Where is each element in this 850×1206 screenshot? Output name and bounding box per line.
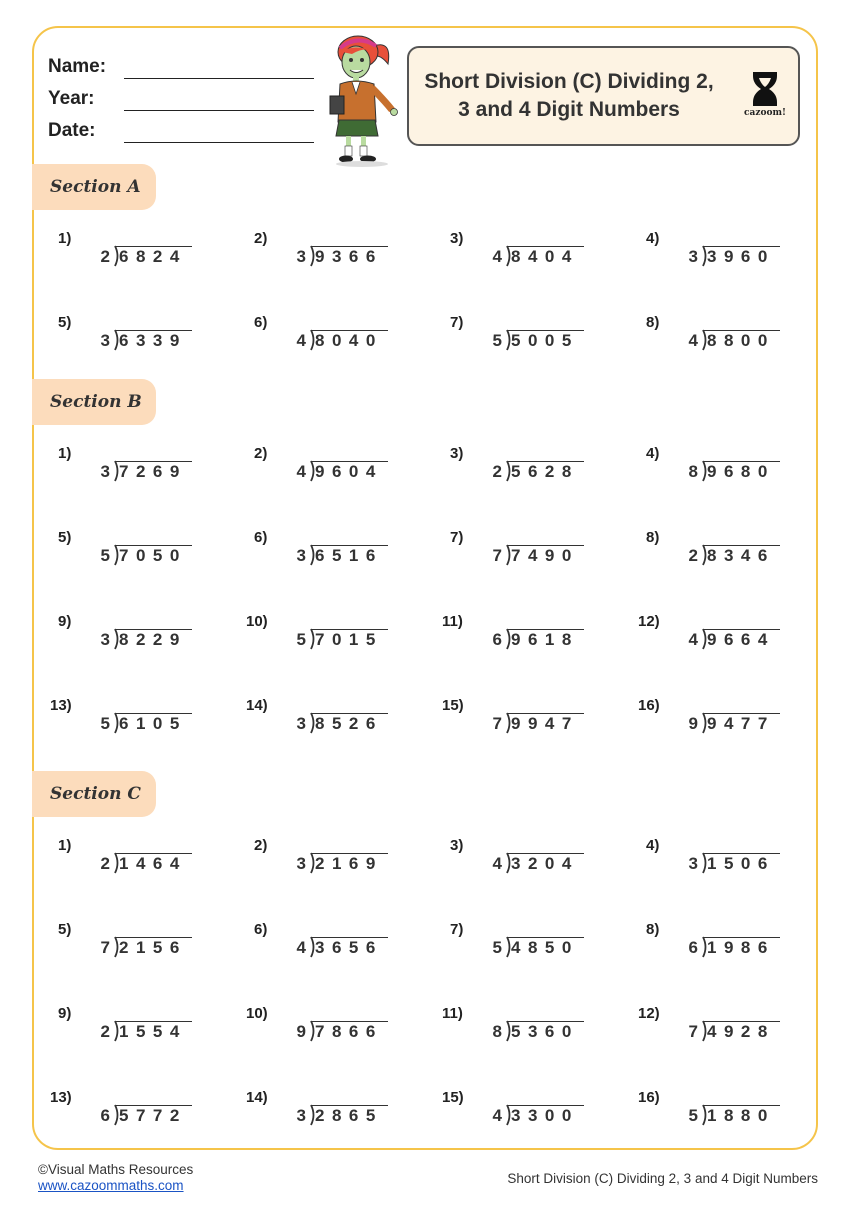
- dividend: 3300: [511, 1106, 579, 1125]
- divisor: 5: [100, 714, 110, 733]
- problem-number: 8): [646, 921, 660, 938]
- problem-number: 4): [646, 837, 660, 854]
- problem-number: 7): [450, 314, 464, 331]
- section-a-label: Section A: [50, 177, 141, 197]
- problem-number: 3): [450, 837, 464, 854]
- section-b-tab: [32, 379, 156, 425]
- divisor: 5: [100, 546, 110, 565]
- problem-number: 10): [246, 1005, 268, 1022]
- dividend: 9618: [511, 630, 579, 649]
- problem-number: 2): [254, 837, 268, 854]
- dividend: 1464: [119, 854, 187, 873]
- dividend: 4928: [707, 1022, 775, 1041]
- division-problem: [450, 837, 600, 897]
- problem-number: 16): [638, 1089, 660, 1106]
- problem-number: 16): [638, 697, 660, 714]
- dividend: 8800: [707, 331, 775, 350]
- footer-doc-title: Short Division (C) Dividing 2, 3 and 4 Digit Numbers: [507, 1171, 818, 1186]
- divisor: 4: [492, 247, 502, 266]
- divisor: 5: [296, 630, 306, 649]
- division-problem: [450, 529, 600, 589]
- problem-number: 7): [450, 529, 464, 546]
- division-problem: [646, 230, 796, 290]
- divisor: 2: [100, 1022, 110, 1041]
- problem-number: 1): [58, 837, 72, 854]
- problem-number: 6): [254, 314, 268, 331]
- dividend: 9366: [315, 247, 383, 266]
- division-problem: [450, 314, 600, 374]
- divisor: 4: [296, 462, 306, 481]
- division-problem: [646, 837, 796, 897]
- dividend: 1880: [707, 1106, 775, 1125]
- copyright-text: ©Visual Maths Resources: [38, 1162, 194, 1177]
- division-problem: [58, 613, 208, 673]
- problem-number: 12): [638, 613, 660, 630]
- dividend: 3204: [511, 854, 579, 873]
- divisor: 6: [688, 938, 698, 957]
- dividend: 7490: [511, 546, 579, 565]
- section-c-tab: [32, 771, 156, 817]
- dividend: 1554: [119, 1022, 187, 1041]
- divisor: 7: [100, 938, 110, 957]
- division-problem: [450, 445, 600, 505]
- problem-number: 4): [646, 445, 660, 462]
- division-problem: [246, 697, 396, 757]
- division-problem: [442, 697, 592, 757]
- divisor: 3: [296, 546, 306, 565]
- dividend: 2169: [315, 854, 383, 873]
- dividend: 3960: [707, 247, 775, 266]
- problem-number: 8): [646, 314, 660, 331]
- problem-number: 15): [442, 697, 464, 714]
- divisor: 4: [688, 331, 698, 350]
- problem-number: 13): [50, 1089, 72, 1106]
- problem-number: 3): [450, 445, 464, 462]
- dividend: 6105: [119, 714, 187, 733]
- division-problem: [450, 230, 600, 290]
- problem-number: 14): [246, 697, 268, 714]
- dividend: 5628: [511, 462, 579, 481]
- division-problem: [442, 1089, 592, 1149]
- divisor: 5: [688, 1106, 698, 1125]
- divisor: 3: [688, 247, 698, 266]
- dividend: 6516: [315, 546, 383, 565]
- dividend: 8404: [511, 247, 579, 266]
- dividend: 4850: [511, 938, 579, 957]
- dividend: 7269: [119, 462, 187, 481]
- divisor: 3: [296, 247, 306, 266]
- problem-number: 2): [254, 445, 268, 462]
- division-problem: [246, 613, 396, 673]
- division-problem: [58, 529, 208, 589]
- dividend: 8229: [119, 630, 187, 649]
- divisor: 7: [688, 1022, 698, 1041]
- divisor: 2: [688, 546, 698, 565]
- problem-number: 2): [254, 230, 268, 247]
- website-link[interactable]: www.cazoommaths.com: [38, 1178, 184, 1193]
- dividend: 1986: [707, 938, 775, 957]
- section-a-tab: [32, 164, 156, 210]
- problem-number: 10): [246, 613, 268, 630]
- problem-number: 1): [58, 230, 72, 247]
- hourglass-icon: [739, 70, 791, 108]
- divisor: 2: [100, 854, 110, 873]
- divisor: 8: [688, 462, 698, 481]
- dividend: 9477: [707, 714, 775, 733]
- dividend: 3656: [315, 938, 383, 957]
- dividend: 1506: [707, 854, 775, 873]
- division-problem: [246, 1089, 396, 1149]
- division-problem: [638, 697, 788, 757]
- division-problem: [638, 1005, 788, 1065]
- divisor: 8: [492, 1022, 502, 1041]
- division-problem: [450, 921, 600, 981]
- division-problem: [646, 314, 796, 374]
- division-problem: [254, 529, 404, 589]
- divisor: 3: [296, 1106, 306, 1125]
- dividend: 8346: [707, 546, 775, 565]
- divisor: 7: [492, 714, 502, 733]
- logo-text: cazoom!: [744, 108, 786, 118]
- division-problem: [58, 921, 208, 981]
- problem-number: 12): [638, 1005, 660, 1022]
- divisor: 4: [296, 331, 306, 350]
- division-problem: [58, 230, 208, 290]
- problem-number: 5): [58, 314, 72, 331]
- dividend: 9680: [707, 462, 775, 481]
- divisor: 6: [492, 630, 502, 649]
- problem-number: 5): [58, 529, 72, 546]
- division-problem: [246, 1005, 396, 1065]
- divisor: 4: [688, 630, 698, 649]
- dividend: 8526: [315, 714, 383, 733]
- division-problem: [58, 445, 208, 505]
- name-label: Name:: [48, 56, 107, 77]
- division-problem: [638, 613, 788, 673]
- dividend: 7050: [119, 546, 187, 565]
- footer-left: [38, 1162, 193, 1193]
- division-problem: [442, 613, 592, 673]
- problem-number: 6): [254, 529, 268, 546]
- problem-number: 6): [254, 921, 268, 938]
- problem-number: 7): [450, 921, 464, 938]
- division-problem: [58, 1005, 208, 1065]
- divisor: 3: [688, 854, 698, 873]
- division-problem: [254, 921, 404, 981]
- division-problem: [254, 445, 404, 505]
- divisor: 6: [100, 1106, 110, 1125]
- division-problem: [646, 921, 796, 981]
- name-line: [124, 78, 314, 79]
- division-problem: [254, 837, 404, 897]
- dividend: 5360: [511, 1022, 579, 1041]
- worksheet-title: Short Division (C) Dividing 2, 3 and 4 Digit Numbers: [424, 70, 714, 121]
- section-c-label: Section C: [50, 784, 141, 804]
- dividend: 2865: [315, 1106, 383, 1125]
- divisor: 3: [100, 331, 110, 350]
- divisor: 5: [492, 331, 502, 350]
- problem-number: 11): [442, 1005, 463, 1022]
- division-problem: [58, 314, 208, 374]
- dividend: 7015: [315, 630, 383, 649]
- division-problem: [254, 230, 404, 290]
- divisor: 5: [492, 938, 502, 957]
- division-problem: [50, 697, 200, 757]
- divisor: 3: [296, 854, 306, 873]
- divisor: 2: [492, 462, 502, 481]
- year-line: [124, 110, 314, 111]
- divisor: 3: [100, 462, 110, 481]
- problem-number: 5): [58, 921, 72, 938]
- year-label: Year:: [48, 88, 95, 109]
- divisor: 3: [296, 714, 306, 733]
- problem-number: 11): [442, 613, 463, 630]
- division-problem: [254, 314, 404, 374]
- dividend: 9604: [315, 462, 383, 481]
- dividend: 5005: [511, 331, 579, 350]
- problem-number: 8): [646, 529, 660, 546]
- dividend: 6339: [119, 331, 187, 350]
- date-line: [124, 142, 314, 143]
- problem-number: 13): [50, 697, 72, 714]
- divisor: 4: [492, 854, 502, 873]
- date-label: Date:: [48, 120, 96, 141]
- cazoom-logo: [739, 70, 791, 126]
- division-problem: [50, 1089, 200, 1149]
- problem-number: 4): [646, 230, 660, 247]
- dividend: 6824: [119, 247, 187, 266]
- dividend: 9664: [707, 630, 775, 649]
- divisor: 7: [492, 546, 502, 565]
- dividend: 7866: [315, 1022, 383, 1041]
- dividend: 5772: [119, 1106, 187, 1125]
- problem-number: 9): [58, 1005, 72, 1022]
- divisor: 3: [100, 630, 110, 649]
- division-problem: [646, 445, 796, 505]
- divisor: 2: [100, 247, 110, 266]
- dividend: 8040: [315, 331, 383, 350]
- problem-number: 9): [58, 613, 72, 630]
- division-problem: [58, 837, 208, 897]
- divisor: 4: [296, 938, 306, 957]
- divisor: 9: [688, 714, 698, 733]
- division-problem: [646, 529, 796, 589]
- division-problem: [442, 1005, 592, 1065]
- problem-number: 1): [58, 445, 72, 462]
- problem-number: 15): [442, 1089, 464, 1106]
- division-problem: [638, 1089, 788, 1149]
- problem-number: 3): [450, 230, 464, 247]
- divisor: 9: [296, 1022, 306, 1041]
- problem-number: 14): [246, 1089, 268, 1106]
- dividend: 9947: [511, 714, 579, 733]
- dividend: 2156: [119, 938, 187, 957]
- title-box: [407, 46, 800, 146]
- cartoon-girl-illustration: [322, 30, 402, 168]
- divisor: 4: [492, 1106, 502, 1125]
- section-b-label: Section B: [50, 392, 142, 412]
